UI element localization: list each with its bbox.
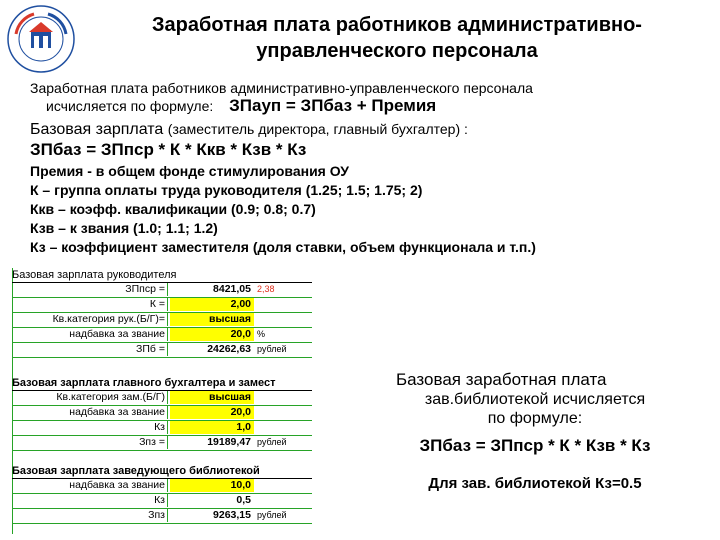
page-title: Заработная плата работников административно-управленческого персонала bbox=[152, 14, 642, 62]
table-row bbox=[12, 436, 312, 451]
row-label: надбавка за звание bbox=[12, 406, 168, 419]
base-label-line bbox=[30, 121, 468, 138]
table-row bbox=[12, 509, 312, 524]
row-value: 0,5 bbox=[236, 494, 251, 506]
table-accountant bbox=[12, 376, 312, 451]
row-label: Кз bbox=[12, 494, 168, 507]
base-note: (заместитель директора, главный бухгалтер) : bbox=[167, 121, 468, 137]
row-extra: % bbox=[257, 329, 266, 339]
row-value: 19189,47 bbox=[207, 436, 251, 448]
row-value: 2,00 bbox=[170, 298, 254, 311]
row-value: высшая bbox=[170, 313, 254, 326]
table-header: Базовая зарплата руководителя bbox=[12, 268, 312, 283]
library-formula: ЗПбаз = ЗПпср * К * Кзв * Кз bbox=[419, 436, 651, 455]
table-header: Базовая зарплата главного бухгалтера и замест bbox=[12, 376, 312, 391]
intro-line2 bbox=[46, 97, 436, 115]
library-line2: зав.библиотекой исчисляется bbox=[424, 391, 646, 408]
row-value: 20,0 bbox=[170, 328, 254, 341]
table-row bbox=[12, 343, 312, 358]
intro-line2-text: исчисляется по формуле: bbox=[46, 98, 214, 114]
base-label: Базовая зарплата bbox=[30, 121, 164, 138]
row-label: надбавка за звание bbox=[12, 479, 168, 492]
row-label: ЗПпср = bbox=[12, 283, 168, 296]
table-librarian bbox=[12, 464, 312, 524]
row-value: высшая bbox=[170, 391, 254, 404]
table-row bbox=[12, 391, 312, 406]
row-value: 8421,05 bbox=[213, 283, 251, 295]
row-label: Зпз = bbox=[12, 436, 168, 449]
table-row bbox=[12, 406, 312, 421]
row-label: надбавка за звание bbox=[12, 328, 168, 341]
row-label: Зпз bbox=[12, 509, 168, 522]
base-formula: ЗПбаз = ЗПпср * К * Ккв * Кзв * Кз bbox=[30, 140, 307, 159]
row-value: 24262,63 bbox=[207, 343, 251, 355]
library-block bbox=[370, 370, 700, 494]
row-label: К = bbox=[12, 298, 168, 311]
row-label: Кв.категория зам.(Б/Г) bbox=[12, 391, 168, 404]
institution-logo bbox=[6, 4, 76, 74]
intro-formula: ЗПауп = ЗПбаз + Премия bbox=[229, 96, 437, 115]
base-line-kkv: Ккв – коэфф. квалификации (0.9; 0.8; 0.7) bbox=[30, 201, 316, 217]
table-row bbox=[12, 421, 312, 436]
table-row bbox=[12, 328, 312, 343]
table-director bbox=[12, 268, 312, 358]
library-line1: Базовая заработная плата bbox=[396, 370, 607, 389]
table-row bbox=[12, 494, 312, 509]
row-extra: рублей bbox=[257, 344, 287, 354]
table-row bbox=[12, 283, 312, 298]
table-row bbox=[12, 298, 312, 313]
row-value: 1,0 bbox=[170, 421, 254, 434]
table-row bbox=[12, 313, 312, 328]
row-extra: рублей bbox=[257, 437, 287, 447]
row-value: 20,0 bbox=[170, 406, 254, 419]
table-row bbox=[12, 479, 312, 494]
intro-line1: Заработная плата работников административно-управленческого персонала bbox=[30, 80, 533, 96]
row-value: 10,0 bbox=[170, 479, 254, 492]
row-value: 9263,15 bbox=[213, 509, 251, 521]
base-line-bonus: Премия - в общем фонде стимулирования ОУ bbox=[30, 163, 349, 179]
row-extra: 2,38 bbox=[257, 284, 275, 294]
base-line-kzv: Кзв – к звания (1.0; 1.1; 1.2) bbox=[30, 220, 218, 236]
row-extra: рублей bbox=[257, 510, 287, 520]
library-note: Для зав. библиотекой Кз=0.5 bbox=[428, 475, 642, 492]
library-line3: по формуле: bbox=[487, 410, 583, 427]
row-label: ЗПб = bbox=[12, 343, 168, 356]
row-label: Кз bbox=[12, 421, 168, 434]
table-header: Базовая зарплата заведующего библиотекой bbox=[12, 464, 312, 479]
base-line-kz: Кз – коэффициент заместителя (доля ставки, объем функционала и т.п.) bbox=[30, 239, 536, 255]
base-line-k: К – группа оплаты труда руководителя (1.25; 1.5; 1.75; 2) bbox=[30, 182, 423, 198]
row-label: Кв.категория рук.(Б/Г)= bbox=[12, 313, 168, 326]
